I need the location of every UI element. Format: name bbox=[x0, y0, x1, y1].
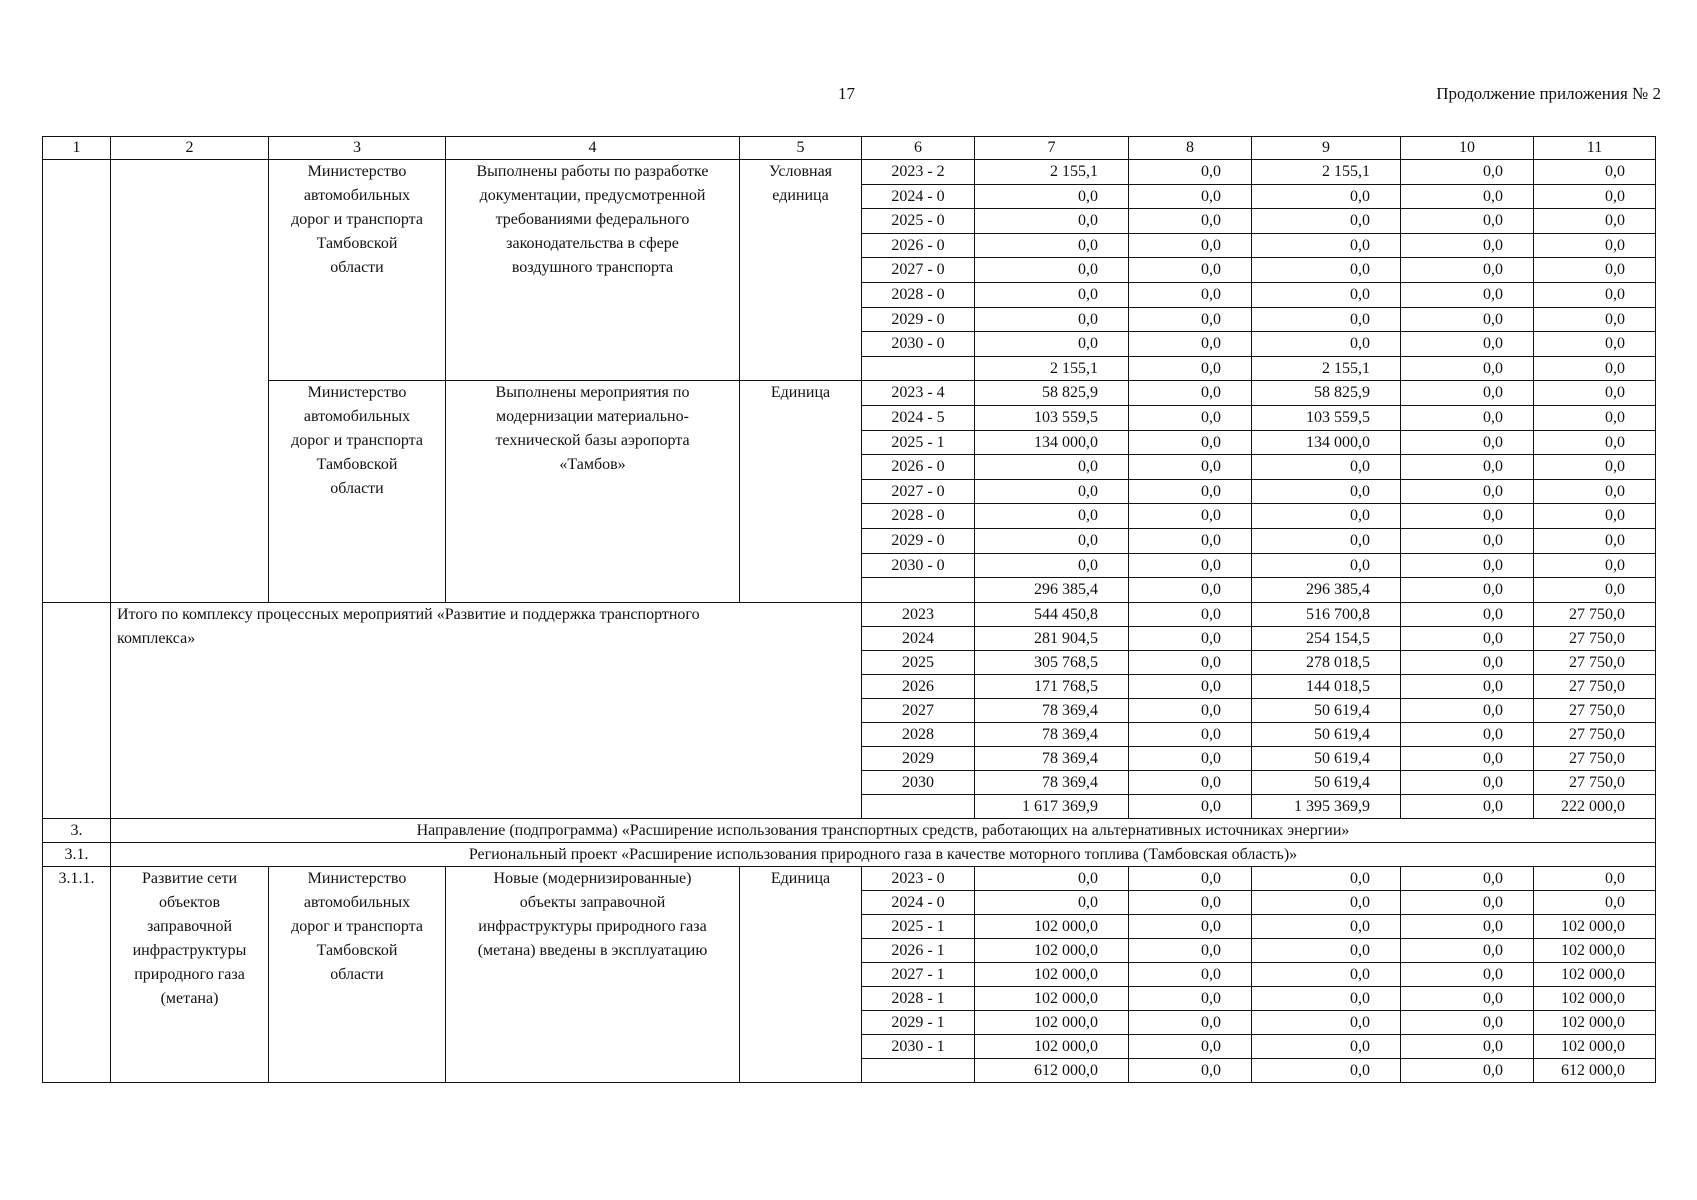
value-col7: 0,0 bbox=[975, 504, 1129, 529]
responsible-ministry-line: области bbox=[330, 965, 384, 983]
value-col9: 0,0 bbox=[1252, 1010, 1401, 1034]
section-3-1-number: 3.1. bbox=[43, 842, 111, 866]
value-col7: 78 369,4 bbox=[975, 746, 1129, 770]
value-col7: 78 369,4 bbox=[975, 722, 1129, 746]
column-number: 5 bbox=[740, 137, 862, 160]
unit-of-measure-line: единица bbox=[772, 187, 829, 204]
value-col7: 544 450,8 bbox=[975, 602, 1129, 626]
year-cell: 2024 - 5 bbox=[862, 405, 975, 430]
value-col10: 0,0 bbox=[1401, 674, 1534, 698]
value-col8: 0,0 bbox=[1129, 1058, 1252, 1082]
column-number: 2 bbox=[111, 137, 269, 160]
result-description-line: Выполнены мероприятия по bbox=[495, 384, 690, 402]
value-col7: 0,0 bbox=[975, 528, 1129, 553]
value-col10: 0,0 bbox=[1401, 770, 1534, 794]
activity-name-line: природного газа bbox=[134, 965, 245, 983]
value-col8: 0,0 bbox=[1129, 307, 1252, 332]
value-col10: 0,0 bbox=[1401, 258, 1534, 283]
value-col10: 0,0 bbox=[1401, 890, 1534, 914]
year-cell: 2030 - 0 bbox=[862, 332, 975, 357]
value-col10: 0,0 bbox=[1401, 722, 1534, 746]
responsible-ministry-line: дорог и транспорта bbox=[291, 432, 423, 450]
year-cell: 2030 bbox=[862, 770, 975, 794]
value-col7: 281 904,5 bbox=[975, 626, 1129, 650]
value-col7: 0,0 bbox=[975, 282, 1129, 307]
value-col9: 1 395 369,9 bbox=[1252, 794, 1401, 818]
value-col10: 0,0 bbox=[1401, 938, 1534, 962]
responsible-ministry-line: Министерство bbox=[307, 384, 407, 402]
value-col9: 0,0 bbox=[1252, 307, 1401, 332]
year-cell: 2026 - 1 bbox=[862, 938, 975, 962]
value-col8: 0,0 bbox=[1129, 184, 1252, 209]
activity-name-line: заправочной bbox=[146, 917, 233, 935]
value-col7: 0,0 bbox=[975, 455, 1129, 480]
result-description bbox=[446, 160, 740, 381]
value-col8: 0,0 bbox=[1129, 332, 1252, 357]
value-col10: 0,0 bbox=[1401, 282, 1534, 307]
responsible-ministry-line: автомобильных bbox=[303, 187, 411, 204]
unit-of-measure-line: Единица bbox=[770, 384, 831, 402]
value-col8: 0,0 bbox=[1129, 430, 1252, 455]
value-col7: 0,0 bbox=[975, 233, 1129, 258]
value-col11: 27 750,0 bbox=[1534, 746, 1656, 770]
value-col9: 0,0 bbox=[1252, 504, 1401, 529]
year-cell bbox=[862, 794, 975, 818]
value-col9: 0,0 bbox=[1252, 479, 1401, 504]
value-col9: 0,0 bbox=[1252, 528, 1401, 553]
responsible-ministry-line: дорог и транспорта bbox=[291, 917, 423, 935]
value-col10: 0,0 bbox=[1401, 233, 1534, 258]
value-col7: 0,0 bbox=[975, 866, 1129, 890]
value-col11: 0,0 bbox=[1534, 430, 1656, 455]
activity-name-line: объектов bbox=[158, 893, 220, 911]
column-number: 11 bbox=[1534, 137, 1656, 160]
result-description-line: Выполнены работы по разработке bbox=[476, 163, 709, 180]
year-cell: 2026 bbox=[862, 674, 975, 698]
year-cell: 2025 bbox=[862, 650, 975, 674]
value-col11: 27 750,0 bbox=[1534, 770, 1656, 794]
value-col11: 0,0 bbox=[1534, 866, 1656, 890]
value-col8: 0,0 bbox=[1129, 674, 1252, 698]
value-col8: 0,0 bbox=[1129, 553, 1252, 578]
value-col11: 27 750,0 bbox=[1534, 674, 1656, 698]
table-row bbox=[43, 160, 1656, 185]
value-col8: 0,0 bbox=[1129, 1034, 1252, 1058]
result-description-line: объекты заправочной bbox=[519, 893, 666, 911]
value-col8: 0,0 bbox=[1129, 528, 1252, 553]
value-col8: 0,0 bbox=[1129, 381, 1252, 406]
year-cell: 2023 - 2 bbox=[862, 160, 975, 185]
value-col10: 0,0 bbox=[1401, 184, 1534, 209]
value-col9: 0,0 bbox=[1252, 332, 1401, 357]
unit-of-measure-line: Единица bbox=[770, 869, 831, 887]
year-cell: 2029 - 0 bbox=[862, 528, 975, 553]
value-col8: 0,0 bbox=[1129, 356, 1252, 381]
value-col7: 1 617 369,9 bbox=[975, 794, 1129, 818]
value-col7: 102 000,0 bbox=[975, 962, 1129, 986]
value-col11: 0,0 bbox=[1534, 233, 1656, 258]
value-col9: 144 018,5 bbox=[1252, 674, 1401, 698]
value-col11: 0,0 bbox=[1534, 890, 1656, 914]
year-cell: 2023 bbox=[862, 602, 975, 626]
result-description bbox=[446, 381, 740, 602]
year-cell: 2024 - 0 bbox=[862, 890, 975, 914]
value-col8: 0,0 bbox=[1129, 258, 1252, 283]
value-col8: 0,0 bbox=[1129, 914, 1252, 938]
value-col7: 0,0 bbox=[975, 209, 1129, 234]
value-col8: 0,0 bbox=[1129, 698, 1252, 722]
section-3-1-title: Региональный проект «Расширение использования природного газа в качестве моторного топлива (Тамбовская область)» bbox=[111, 842, 1656, 866]
total-label bbox=[111, 602, 862, 818]
year-cell: 2028 - 0 bbox=[862, 504, 975, 529]
value-col11: 0,0 bbox=[1534, 307, 1656, 332]
year-cell: 2030 - 0 bbox=[862, 553, 975, 578]
result-description-line: документации, предусмотренной bbox=[479, 187, 706, 204]
value-col10: 0,0 bbox=[1401, 528, 1534, 553]
responsible-ministry-line: Министерство bbox=[307, 869, 407, 887]
result-description-line: воздушного транспорта bbox=[511, 259, 674, 276]
value-col10: 0,0 bbox=[1401, 698, 1534, 722]
value-col10: 0,0 bbox=[1401, 866, 1534, 890]
value-col11: 102 000,0 bbox=[1534, 962, 1656, 986]
value-col7: 103 559,5 bbox=[975, 405, 1129, 430]
result-description-line: (метана) введены в эксплуатацию bbox=[477, 941, 708, 959]
year-cell: 2026 - 0 bbox=[862, 455, 975, 480]
responsible-ministry-line: Тамбовской bbox=[316, 456, 398, 474]
value-col11: 0,0 bbox=[1534, 455, 1656, 480]
col2-blank bbox=[111, 160, 269, 603]
value-col7: 305 768,5 bbox=[975, 650, 1129, 674]
value-col11: 0,0 bbox=[1534, 282, 1656, 307]
column-number: 6 bbox=[862, 137, 975, 160]
year-cell: 2025 - 0 bbox=[862, 209, 975, 234]
value-col10: 0,0 bbox=[1401, 746, 1534, 770]
column-number: 10 bbox=[1401, 137, 1534, 160]
year-cell: 2029 - 0 bbox=[862, 307, 975, 332]
year-cell bbox=[862, 578, 975, 603]
value-col10: 0,0 bbox=[1401, 914, 1534, 938]
value-col9: 0,0 bbox=[1252, 938, 1401, 962]
column-number: 7 bbox=[975, 137, 1129, 160]
column-number: 1 bbox=[43, 137, 111, 160]
value-col9: 50 619,4 bbox=[1252, 698, 1401, 722]
year-cell: 2028 bbox=[862, 722, 975, 746]
value-col7: 0,0 bbox=[975, 553, 1129, 578]
appendix-table bbox=[42, 136, 1656, 1083]
value-col11: 0,0 bbox=[1534, 504, 1656, 529]
total-label-line: Итого по комплексу процессных мероприятий «Развитие и поддержка транспортного bbox=[117, 605, 700, 623]
value-col8: 0,0 bbox=[1129, 282, 1252, 307]
value-col8: 0,0 bbox=[1129, 209, 1252, 234]
value-col9: 2 155,1 bbox=[1252, 356, 1401, 381]
value-col7: 0,0 bbox=[975, 332, 1129, 357]
value-col8: 0,0 bbox=[1129, 938, 1252, 962]
value-col7: 102 000,0 bbox=[975, 938, 1129, 962]
value-col8: 0,0 bbox=[1129, 890, 1252, 914]
unit-of-measure bbox=[740, 160, 862, 381]
value-col10: 0,0 bbox=[1401, 479, 1534, 504]
value-col10: 0,0 bbox=[1401, 160, 1534, 185]
year-cell bbox=[862, 356, 975, 381]
year-cell: 2029 - 1 bbox=[862, 1010, 975, 1034]
section-3-number: 3. bbox=[43, 818, 111, 842]
col1-blank bbox=[43, 602, 111, 818]
value-col8: 0,0 bbox=[1129, 578, 1252, 603]
result-description-line: законодательства в сфере bbox=[506, 235, 679, 252]
value-col9: 0,0 bbox=[1252, 890, 1401, 914]
result-description-line: Новые (модернизированные) bbox=[493, 869, 692, 887]
year-cell: 2024 bbox=[862, 626, 975, 650]
value-col7: 134 000,0 bbox=[975, 430, 1129, 455]
year-cell: 2026 - 0 bbox=[862, 233, 975, 258]
activity-name-line: (метана) bbox=[160, 989, 219, 1007]
value-col7: 78 369,4 bbox=[975, 770, 1129, 794]
year-cell: 2027 bbox=[862, 698, 975, 722]
value-col10: 0,0 bbox=[1401, 504, 1534, 529]
value-col10: 0,0 bbox=[1401, 332, 1534, 357]
value-col11: 0,0 bbox=[1534, 209, 1656, 234]
year-cell: 2029 bbox=[862, 746, 975, 770]
value-col9: 50 619,4 bbox=[1252, 746, 1401, 770]
year-cell: 2030 - 1 bbox=[862, 1034, 975, 1058]
value-col9: 0,0 bbox=[1252, 258, 1401, 283]
responsible-ministry-line: Министерство bbox=[307, 163, 407, 180]
value-col8: 0,0 bbox=[1129, 722, 1252, 746]
value-col11: 27 750,0 bbox=[1534, 698, 1656, 722]
value-col11: 102 000,0 bbox=[1534, 914, 1656, 938]
responsible-ministry bbox=[269, 160, 446, 381]
value-col9: 103 559,5 bbox=[1252, 405, 1401, 430]
value-col7: 102 000,0 bbox=[975, 914, 1129, 938]
activity-name-line: Развитие сети bbox=[141, 869, 238, 887]
value-col10: 0,0 bbox=[1401, 602, 1534, 626]
value-col10: 0,0 bbox=[1401, 381, 1534, 406]
value-col11: 0,0 bbox=[1534, 578, 1656, 603]
value-col11: 0,0 bbox=[1534, 184, 1656, 209]
value-col10: 0,0 bbox=[1401, 794, 1534, 818]
value-col7: 102 000,0 bbox=[975, 1010, 1129, 1034]
column-number: 4 bbox=[446, 137, 740, 160]
value-col11: 0,0 bbox=[1534, 405, 1656, 430]
section-3-row bbox=[43, 818, 1656, 842]
year-cell: 2027 - 1 bbox=[862, 962, 975, 986]
unit-of-measure bbox=[740, 381, 862, 602]
year-cell: 2027 - 0 bbox=[862, 258, 975, 283]
value-col11: 612 000,0 bbox=[1534, 1058, 1656, 1082]
value-col10: 0,0 bbox=[1401, 626, 1534, 650]
value-col7: 0,0 bbox=[975, 258, 1129, 283]
activity-name bbox=[111, 866, 269, 1082]
value-col10: 0,0 bbox=[1401, 405, 1534, 430]
section-3-1-row bbox=[43, 842, 1656, 866]
value-col11: 27 750,0 bbox=[1534, 722, 1656, 746]
value-col10: 0,0 bbox=[1401, 356, 1534, 381]
value-col9: 0,0 bbox=[1252, 962, 1401, 986]
year-cell: 2025 - 1 bbox=[862, 430, 975, 455]
value-col7: 2 155,1 bbox=[975, 356, 1129, 381]
value-col8: 0,0 bbox=[1129, 160, 1252, 185]
result-description-line: технической базы аэропорта bbox=[495, 432, 690, 450]
value-col9: 0,0 bbox=[1252, 184, 1401, 209]
value-col11: 0,0 bbox=[1534, 332, 1656, 357]
year-cell: 2028 - 0 bbox=[862, 282, 975, 307]
value-col9: 0,0 bbox=[1252, 986, 1401, 1010]
responsible-ministry-line: автомобильных bbox=[303, 408, 411, 426]
value-col10: 0,0 bbox=[1401, 307, 1534, 332]
value-col10: 0,0 bbox=[1401, 1058, 1534, 1082]
column-number-row bbox=[43, 137, 1656, 160]
value-col11: 27 750,0 bbox=[1534, 602, 1656, 626]
value-col11: 102 000,0 bbox=[1534, 1010, 1656, 1034]
value-col9: 58 825,9 bbox=[1252, 381, 1401, 406]
value-col9: 50 619,4 bbox=[1252, 722, 1401, 746]
result-description-line: требованиями федерального bbox=[495, 211, 690, 228]
value-col8: 0,0 bbox=[1129, 866, 1252, 890]
value-col11: 0,0 bbox=[1534, 160, 1656, 185]
responsible-ministry-line: Тамбовской bbox=[316, 235, 398, 252]
result-description bbox=[446, 866, 740, 1082]
value-col7: 0,0 bbox=[975, 479, 1129, 504]
value-col8: 0,0 bbox=[1129, 455, 1252, 480]
value-col10: 0,0 bbox=[1401, 578, 1534, 603]
value-col9: 0,0 bbox=[1252, 553, 1401, 578]
value-col7: 0,0 bbox=[975, 184, 1129, 209]
value-col7: 102 000,0 bbox=[975, 986, 1129, 1010]
value-col7: 0,0 bbox=[975, 307, 1129, 332]
value-col7: 0,0 bbox=[975, 890, 1129, 914]
value-col8: 0,0 bbox=[1129, 233, 1252, 258]
item-number: 3.1.1. bbox=[43, 866, 111, 1082]
value-col7: 58 825,9 bbox=[975, 381, 1129, 406]
responsible-ministry-line: Тамбовской bbox=[316, 941, 398, 959]
value-col10: 0,0 bbox=[1401, 553, 1534, 578]
value-col8: 0,0 bbox=[1129, 504, 1252, 529]
value-col9: 0,0 bbox=[1252, 282, 1401, 307]
responsible-ministry bbox=[269, 866, 446, 1082]
value-col9: 254 154,5 bbox=[1252, 626, 1401, 650]
value-col11: 0,0 bbox=[1534, 479, 1656, 504]
value-col7: 102 000,0 bbox=[975, 1034, 1129, 1058]
value-col9: 0,0 bbox=[1252, 914, 1401, 938]
year-cell: 2025 - 1 bbox=[862, 914, 975, 938]
continuation-note: Продолжение приложения № 2 bbox=[1436, 84, 1661, 103]
year-cell: 2027 - 0 bbox=[862, 479, 975, 504]
value-col11: 27 750,0 bbox=[1534, 650, 1656, 674]
value-col9: 278 018,5 bbox=[1252, 650, 1401, 674]
result-description-line: «Тамбов» bbox=[559, 456, 626, 474]
value-col8: 0,0 bbox=[1129, 794, 1252, 818]
total-label-line: комплекса» bbox=[117, 629, 196, 647]
value-col11: 102 000,0 bbox=[1534, 938, 1656, 962]
value-col9: 0,0 bbox=[1252, 1034, 1401, 1058]
year-cell bbox=[862, 1058, 975, 1082]
value-col11: 0,0 bbox=[1534, 356, 1656, 381]
value-col7: 171 768,5 bbox=[975, 674, 1129, 698]
value-col8: 0,0 bbox=[1129, 746, 1252, 770]
value-col7: 612 000,0 bbox=[975, 1058, 1129, 1082]
value-col10: 0,0 bbox=[1401, 1034, 1534, 1058]
responsible-ministry-line: автомобильных bbox=[303, 893, 411, 911]
responsible-ministry-line: области bbox=[330, 259, 384, 276]
value-col10: 0,0 bbox=[1401, 455, 1534, 480]
value-col11: 0,0 bbox=[1534, 528, 1656, 553]
table-row bbox=[43, 602, 1656, 626]
year-cell: 2028 - 1 bbox=[862, 986, 975, 1010]
value-col11: 27 750,0 bbox=[1534, 626, 1656, 650]
responsible-ministry bbox=[269, 381, 446, 602]
activity-name-line: инфраструктуры bbox=[132, 941, 247, 959]
column-number: 9 bbox=[1252, 137, 1401, 160]
unit-of-measure bbox=[740, 866, 862, 1082]
value-col10: 0,0 bbox=[1401, 962, 1534, 986]
year-cell: 2023 - 4 bbox=[862, 381, 975, 406]
year-cell: 2024 - 0 bbox=[862, 184, 975, 209]
responsible-ministry-line: дорог и транспорта bbox=[291, 211, 423, 228]
value-col8: 0,0 bbox=[1129, 770, 1252, 794]
value-col10: 0,0 bbox=[1401, 209, 1534, 234]
responsible-ministry-line: области bbox=[330, 480, 384, 498]
column-number: 8 bbox=[1129, 137, 1252, 160]
value-col8: 0,0 bbox=[1129, 650, 1252, 674]
table-row bbox=[43, 866, 1656, 890]
value-col8: 0,0 bbox=[1129, 405, 1252, 430]
table-row bbox=[43, 381, 1656, 406]
value-col9: 2 155,1 bbox=[1252, 160, 1401, 185]
value-col7: 78 369,4 bbox=[975, 698, 1129, 722]
value-col9: 0,0 bbox=[1252, 866, 1401, 890]
value-col9: 0,0 bbox=[1252, 209, 1401, 234]
value-col11: 102 000,0 bbox=[1534, 1034, 1656, 1058]
value-col9: 0,0 bbox=[1252, 233, 1401, 258]
section-3-title: Направление (подпрограмма) «Расширение использования транспортных средств, работающих на альтернативных источниках энергии» bbox=[111, 818, 1656, 842]
value-col10: 0,0 bbox=[1401, 430, 1534, 455]
value-col10: 0,0 bbox=[1401, 1010, 1534, 1034]
col1-blank bbox=[43, 160, 111, 603]
value-col10: 0,0 bbox=[1401, 650, 1534, 674]
column-number: 3 bbox=[269, 137, 446, 160]
value-col8: 0,0 bbox=[1129, 602, 1252, 626]
result-description-line: инфраструктуры природного газа bbox=[478, 917, 707, 935]
value-col11: 102 000,0 bbox=[1534, 986, 1656, 1010]
unit-of-measure-line: Условная bbox=[768, 163, 833, 180]
value-col9: 0,0 bbox=[1252, 455, 1401, 480]
value-col9: 296 385,4 bbox=[1252, 578, 1401, 603]
value-col11: 0,0 bbox=[1534, 553, 1656, 578]
page-number: 17 bbox=[838, 84, 855, 103]
value-col8: 0,0 bbox=[1129, 1010, 1252, 1034]
value-col8: 0,0 bbox=[1129, 962, 1252, 986]
value-col8: 0,0 bbox=[1129, 986, 1252, 1010]
value-col11: 222 000,0 bbox=[1534, 794, 1656, 818]
value-col9: 0,0 bbox=[1252, 1058, 1401, 1082]
value-col7: 2 155,1 bbox=[975, 160, 1129, 185]
year-cell: 2023 - 0 bbox=[862, 866, 975, 890]
result-description-line: модернизации материально- bbox=[496, 408, 689, 426]
value-col8: 0,0 bbox=[1129, 626, 1252, 650]
value-col10: 0,0 bbox=[1401, 986, 1534, 1010]
value-col9: 516 700,8 bbox=[1252, 602, 1401, 626]
value-col8: 0,0 bbox=[1129, 479, 1252, 504]
value-col9: 50 619,4 bbox=[1252, 770, 1401, 794]
value-col7: 296 385,4 bbox=[975, 578, 1129, 603]
value-col11: 0,0 bbox=[1534, 381, 1656, 406]
value-col11: 0,0 bbox=[1534, 258, 1656, 283]
value-col9: 134 000,0 bbox=[1252, 430, 1401, 455]
